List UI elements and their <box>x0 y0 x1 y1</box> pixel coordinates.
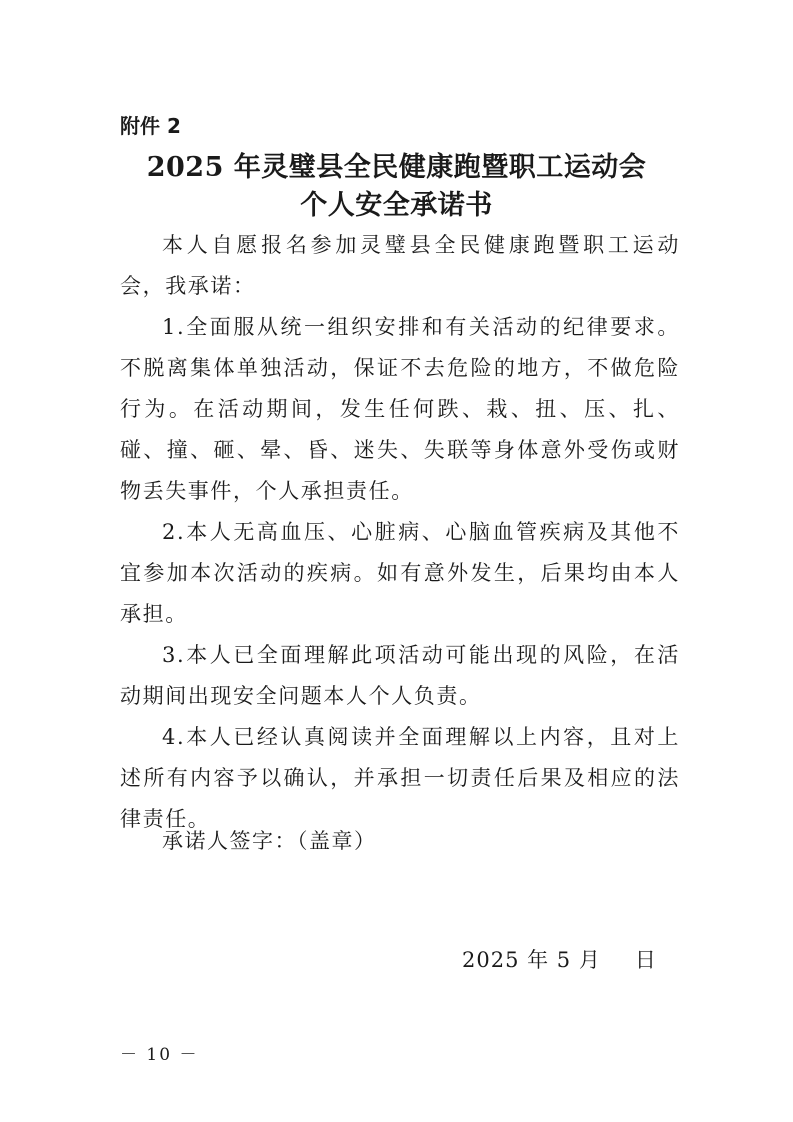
date-year-month: 2025 年 5 月 <box>462 948 601 972</box>
clause-2-paragraph: 2.本人无高血压、心脏病、心脑血管疾病及其他不宜参加本次活动的疾病。如有意外发生，后果均由本人承担。 <box>120 520 680 626</box>
signature-label: 承诺人签字：（盖章） <box>162 829 377 853</box>
attachment-label: 附件 2 <box>120 114 181 138</box>
document-title-line2: 个人安全承诺书 <box>300 190 493 221</box>
clause-4-paragraph: 4.本人已经认真阅读并全面理解以上内容，且对上述所有内容予以确认，并承担一切责任后果及相应的法律责任。 <box>120 725 680 831</box>
document-body <box>120 225 680 840</box>
clause-1-paragraph: 1.全面服从统一组织安排和有关活动的纪律要求。不脱离集体单独活动，保证不去危险的地方，不做危险行为。在活动期间，发生任何跌、栽、扭、压、扎、碰、撞、砸、晕、昏、迷失、失联等身体意外受伤或财物丢失事件，个人承担责任。 <box>120 315 680 503</box>
document-title-line1: 2025 年灵璧县全民健康跑暨职工运动会 <box>146 152 647 183</box>
intro-paragraph: 本人自愿报名参加灵璧县全民健康跑暨职工运动会，我承诺： <box>120 233 680 298</box>
date-day: 日 <box>634 948 657 972</box>
clause-3-paragraph: 3.本人已全面理解此项活动可能出现的风险，在活动期间出现安全问题本人个人负责。 <box>120 643 680 708</box>
page-number: － 10 － <box>120 1045 199 1065</box>
date-line <box>462 944 657 974</box>
